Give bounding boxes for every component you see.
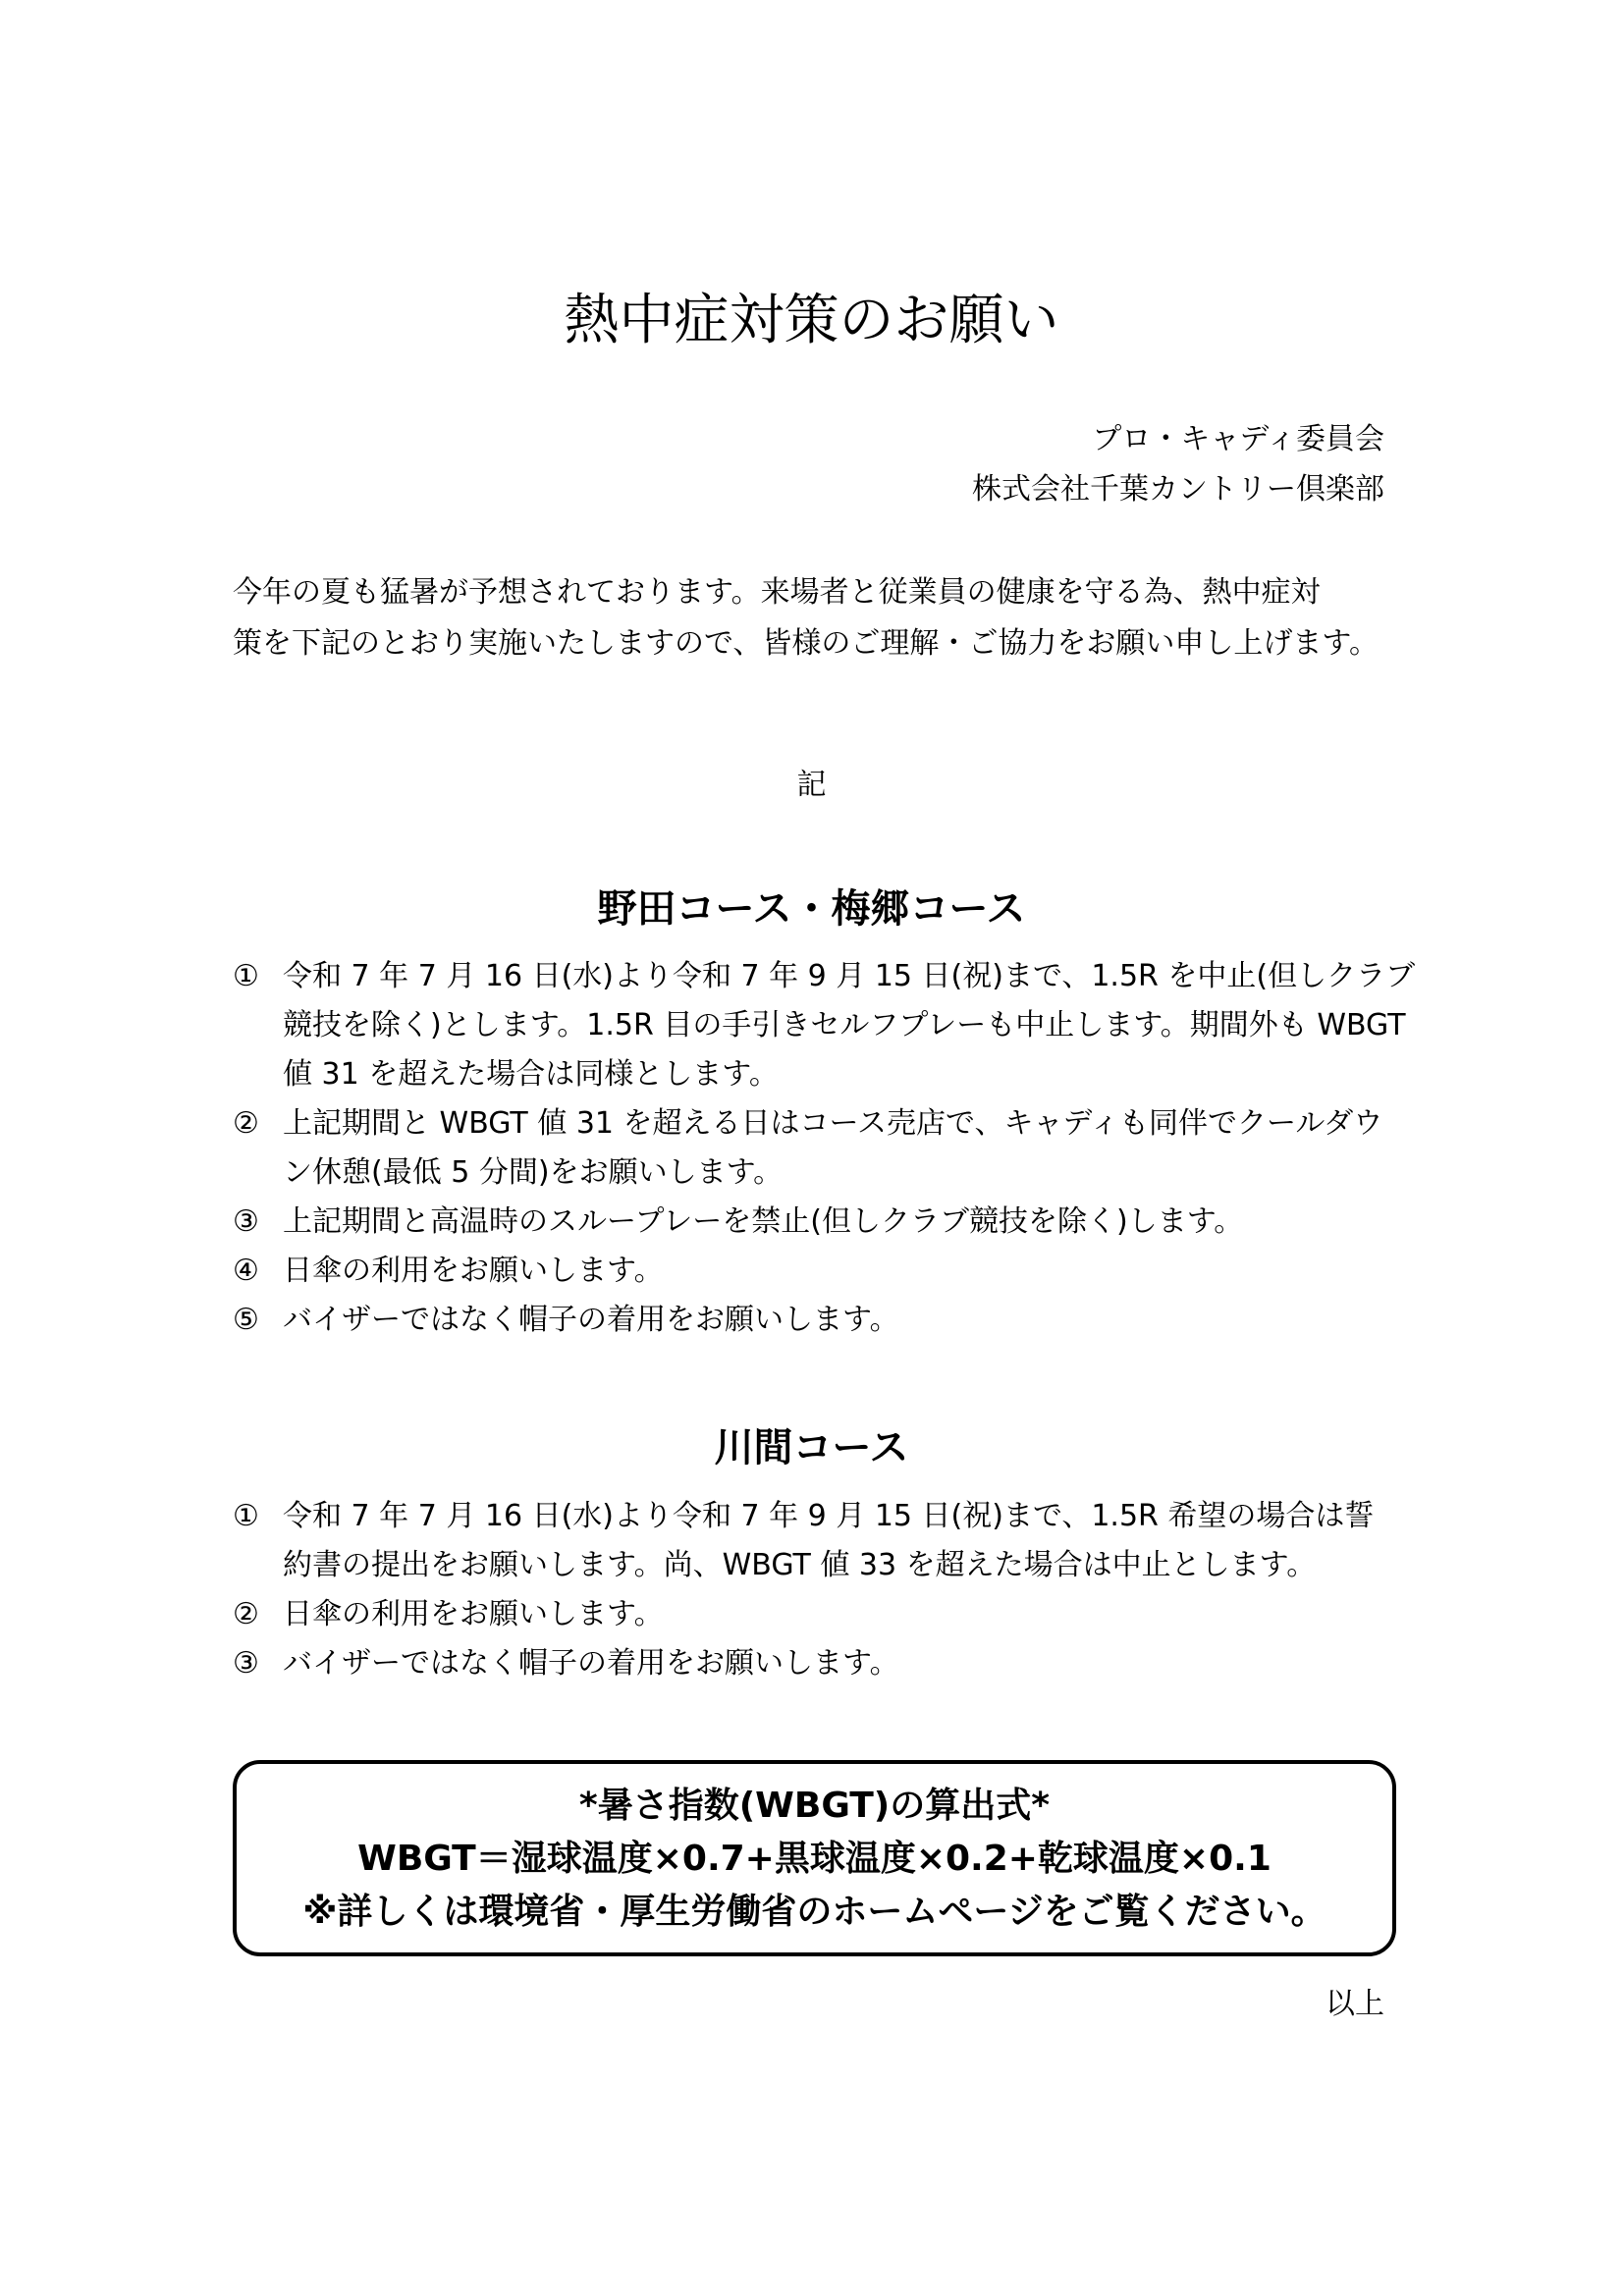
list-item xyxy=(233,1590,1411,1639)
list-item xyxy=(233,1492,1411,1590)
item-text: 日傘の利用をお願いします。 xyxy=(283,1254,664,1288)
item-text: バイザーではなく帽子の着用をお願いします。 xyxy=(283,1303,899,1337)
sender-committee: プロ・キャディ委員会 xyxy=(1092,422,1384,456)
page-title: 熱中症対策のお願い xyxy=(564,289,1059,352)
item-number: ③ xyxy=(233,1204,259,1239)
item-number: ② xyxy=(233,1106,259,1141)
item-text: 値 31 を超えた場合は同様とします。 xyxy=(283,1057,779,1092)
item-number: ③ xyxy=(233,1646,259,1681)
item-text: 約書の提出をお願いします。尚、WBGT 値 33 を超えた場合は中止とします。 xyxy=(283,1548,1317,1582)
section-heading-kawama: 川間コース xyxy=(714,1425,909,1470)
item-number: ⑤ xyxy=(233,1303,259,1337)
wbgt-formula-box xyxy=(233,1760,1396,1956)
item-text: ン休憩(最低 5 分間)をお願いします。 xyxy=(283,1155,784,1190)
list-item xyxy=(233,1099,1411,1198)
item-text: 競技を除く)とします。1.5R 目の手引きセルフプレーも中止します。期間外も WBGT xyxy=(283,1008,1406,1042)
kawama-list xyxy=(233,1492,1411,1688)
item-text: バイザーではなく帽子の着用をお願いします。 xyxy=(283,1646,899,1681)
formula-note: ※詳しくは環境省・厚生労働省のホームページをご覧ください。 xyxy=(302,1892,1326,1932)
list-item xyxy=(233,1247,1411,1296)
list-item xyxy=(233,952,1416,1099)
section-heading-noda-umesato: 野田コース・梅郷コース xyxy=(597,886,1026,932)
intro-line: 今年の夏も猛暑が予想されております。来場者と従業員の健康を守る為、熱中症対 xyxy=(233,575,1321,610)
noda-umesato-list xyxy=(233,952,1416,1345)
item-number: ① xyxy=(233,959,259,993)
item-text: 上記期間と高温時のスループレーを禁止(但しクラブ競技を除く)します。 xyxy=(283,1204,1244,1239)
item-text: 令和 7 年 7 月 16 日(水)より令和 7 年 9 月 15 日(祝)まで、1.5R を中止(但しクラブ xyxy=(283,959,1416,993)
list-item xyxy=(233,1198,1411,1247)
intro-paragraph xyxy=(233,567,1411,669)
closing-text: 以上 xyxy=(1325,1987,1384,2021)
sender-company: 株式会社千葉カントリー倶楽部 xyxy=(972,472,1384,507)
ki-marker: 記 xyxy=(796,768,827,802)
formula-expression: WBGT＝湿球温度×0.7+黒球温度×0.2+乾球温度×0.1 xyxy=(357,1839,1271,1879)
item-number: ② xyxy=(233,1597,259,1631)
item-number: ④ xyxy=(233,1254,259,1288)
list-item xyxy=(233,1639,1411,1688)
list-item xyxy=(233,1296,1411,1345)
item-text: 令和 7 年 7 月 16 日(水)より令和 7 年 9 月 15 日(祝)まで、1.5R 希望の場合は誓 xyxy=(283,1499,1375,1533)
intro-line: 策を下記のとおり実施いたしますので、皆様のご理解・ご協力をお願い申し上げます。 xyxy=(233,626,1379,661)
item-text: 日傘の利用をお願いします。 xyxy=(283,1597,664,1631)
item-number: ① xyxy=(233,1499,259,1533)
item-text: 上記期間と WBGT 値 31 を超える日はコース売店で、キャディも同伴でクールダウ xyxy=(283,1106,1383,1141)
formula-title: *暑さ指数(WBGT)の算出式* xyxy=(578,1786,1051,1826)
